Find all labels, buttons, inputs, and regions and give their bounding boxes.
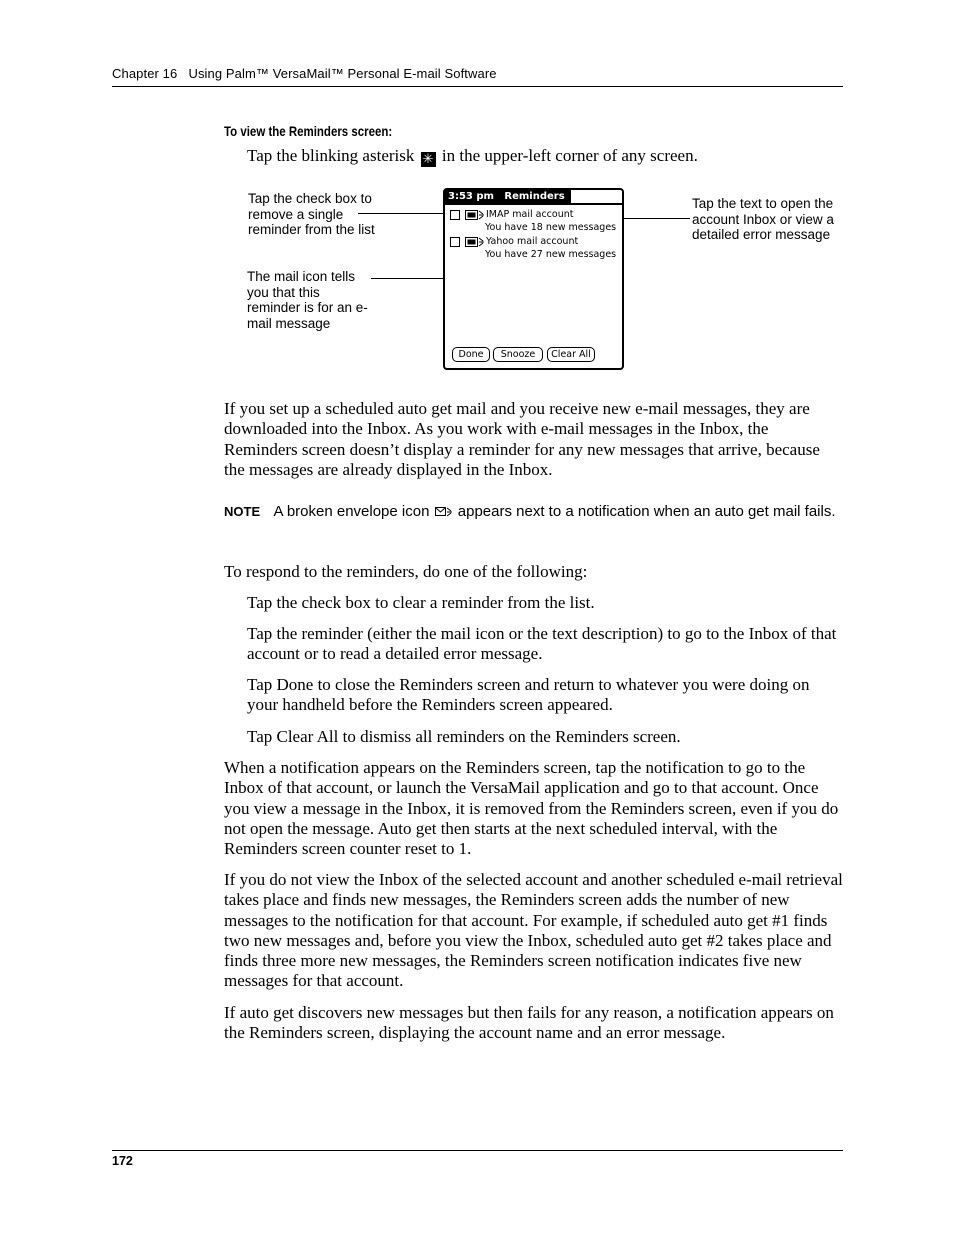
callout-checkbox: Tap the check box to remove a single reminder from the list — [248, 191, 375, 237]
leader-line-checkbox — [358, 213, 445, 214]
body-paragraph: If auto get discovers new messages but then fails for any reason, a notification appears on the Reminders screen, displaying the account name and an error message. — [224, 1003, 834, 1043]
titlebar-tab — [445, 190, 571, 204]
clear-all-button[interactable]: Clear All — [547, 347, 595, 362]
option-item: Tap the reminder (either the mail icon or the text description) to go to the Inbox of that account or to read a detailed error message. — [247, 624, 837, 663]
titlebar-underline — [445, 203, 622, 205]
note-label: NOTE — [224, 504, 261, 519]
reminders-screen — [443, 188, 624, 370]
page-number: 172 — [112, 1154, 133, 1168]
footer-rule — [112, 1150, 843, 1151]
reminder-checkbox[interactable] — [450, 210, 460, 220]
callout-text: Tap the text to open the account Inbox or view a detailed error message — [692, 196, 834, 242]
device-time: 3:53 pm — [448, 191, 494, 202]
body-paragraph: If you do not view the Inbox of the selected account and another scheduled e-mail retrieval takes place and finds new messages, the Reminders screen adds the number of new messages to the notification for that account. For example, if scheduled auto get #1 finds two new messages and, before you view the Inbox, scheduled auto get #2 takes place and finds three more new messages, the Reminders screen notification indicates five new messages for that account. — [224, 870, 843, 991]
mail-icon[interactable] — [465, 237, 485, 247]
step-text-before: Tap the blinking asterisk — [247, 146, 415, 165]
reminder-detail[interactable]: You have 18 new messages — [485, 222, 617, 233]
reminder-account[interactable]: IMAP mail account — [486, 209, 574, 220]
done-button[interactable]: Done — [452, 347, 490, 362]
body-paragraph: When a notification appears on the Reminders screen, tap the notification to go to the Inbox of that account, or launch the VersaMail application and go to that account. Once you view a message in the Inbox, it is removed from the Reminders screen, even if you do not open the message. Auto get then starts at the next scheduled interval, with the Reminders screen counter reset to 1. — [224, 758, 839, 859]
note — [224, 502, 839, 522]
note-text-before: A broken envelope icon — [273, 503, 430, 520]
snooze-button[interactable]: Snooze — [493, 347, 543, 362]
reminder-row — [450, 209, 618, 235]
reminder-detail[interactable]: You have 27 new messages — [485, 249, 617, 260]
device-title: Reminders — [504, 191, 565, 202]
option-item: Tap Done to close the Reminders screen and return to whatever you were doing on your handheld before the Reminders screen appeared. — [247, 675, 810, 714]
option-item: Tap Clear All to dismiss all reminders on the Reminders screen. — [247, 727, 681, 746]
procedure-step — [247, 146, 843, 167]
reminders-titlebar — [445, 190, 622, 204]
option-item: Tap the check box to clear a reminder from the list. — [247, 593, 595, 612]
mail-icon[interactable] — [465, 210, 485, 220]
running-header: Chapter 16 Using Palm™ VersaMail™ Personal E-mail Software — [112, 66, 497, 81]
reminder-checkbox[interactable] — [450, 237, 460, 247]
reminder-row — [450, 236, 618, 262]
procedure-title: To view the Reminders screen: — [224, 123, 393, 139]
asterisk-icon: ✳ — [421, 152, 436, 167]
header-rule — [112, 86, 843, 87]
reminder-account[interactable]: Yahoo mail account — [486, 236, 579, 247]
note-text-after: appears next to a notification when an auto get mail fails. — [457, 503, 836, 520]
broken-envelope-icon — [435, 506, 453, 517]
respond-intro: To respond to the reminders, do one of the following: — [224, 562, 588, 581]
body-paragraph: If you set up a scheduled auto get mail and you receive new e-mail messages, they are downloaded into the Inbox. As you work with e-mail messages in the Inbox, the Reminders screen doesn’t display a reminder for any new messages that arrive, because the messages are already displayed in the Inbox. — [224, 399, 820, 479]
callout-mail-icon: The mail icon tells you that this reminder is for an e-mail message — [247, 269, 368, 331]
step-text-after: in the upper-left corner of any screen. — [441, 146, 698, 165]
